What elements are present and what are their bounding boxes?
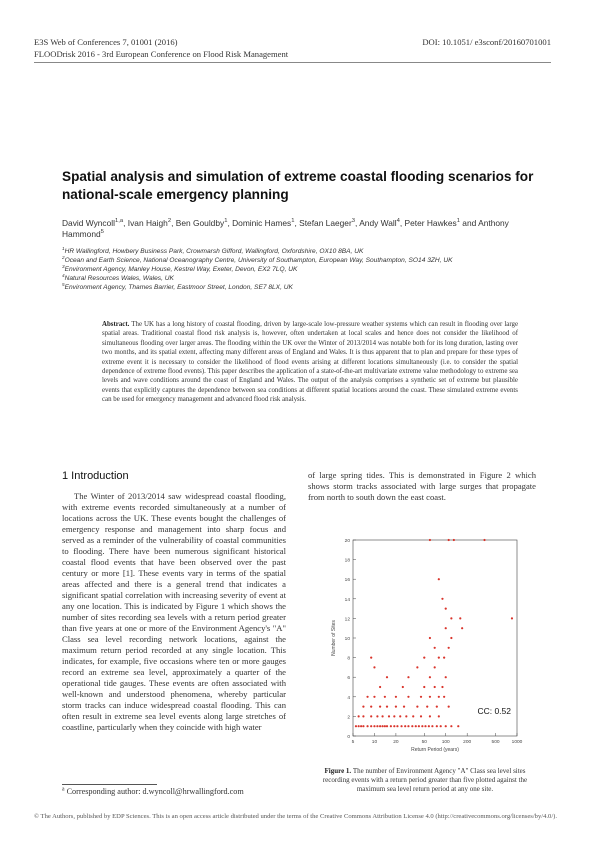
data-point <box>434 647 436 649</box>
x-tick-label: 10 <box>371 740 378 745</box>
data-point <box>373 666 375 668</box>
data-point <box>448 706 450 708</box>
data-point <box>411 725 413 727</box>
y-tick-label: 14 <box>344 597 350 603</box>
y-tick-label: 6 <box>347 676 350 682</box>
data-point <box>376 725 378 727</box>
affiliation: $^4$Natural Resources Wales, Wales, UK <box>62 272 174 282</box>
data-point <box>420 696 422 698</box>
data-point <box>448 539 450 541</box>
journal-citation: E3S Web of Conferences 7, 01001 (2016) <box>34 37 178 47</box>
data-point <box>429 676 431 678</box>
data-point <box>457 725 459 727</box>
y-tick-label: 18 <box>344 558 350 564</box>
data-point <box>440 725 442 727</box>
data-point <box>453 539 455 541</box>
data-point <box>429 637 431 639</box>
data-point <box>370 725 372 727</box>
correlation-annotation: CC: 0.52 <box>477 706 511 716</box>
footnote-marker: a <box>62 786 65 793</box>
data-point <box>388 715 390 717</box>
license-notice: © The Authors, published by EDP Sciences. This is an open access article distributed under the terms of the Creative Commons Attribution License 4.0 (http://creativecommons.org/licenses/by/4.0/). <box>34 813 558 820</box>
paper-title: Spatial analysis and simulation of extreme coastal flooding scenarios for national-scale emergency planning <box>62 169 534 202</box>
data-point <box>366 725 368 727</box>
abstract <box>102 320 518 405</box>
data-point <box>386 676 388 678</box>
intro-paragraph: The Winter of 2013/2014 saw widespread coastal flooding, with extreme events recorded simultaneously at a number of locations across the UK. These events bought the challenges of emergency response and management into sharp focus and served as a reminder of the vulnerability of coastal communities to flooding. There have been numerous significant historical coastal flood events that have been observed over the past century or more [1]. These events vary in terms of the spatial areas affected and there is a general trend that indicates a significant spatial correlation with increasing severity of event at any one location. This is indicated by Figure 1 which shows the number of sites recording sea levels with a return period greater than five years at one or more of the Environment Agency's "A" Class sea level recording network locations, against the maximum return period recorded at any single location. This indicates, for example, five occasions where ten or more gauges record an extreme sea level, approximately a quarter of the operational tide gauges. These events are often associated with well-known and understood phenomena, whereby particular storm tracks can induce widespread coastal flooding. This can often result in extreme sea level events along large stretches of coastline, particularly when they coincide with high water <box>62 491 286 732</box>
data-point <box>366 696 368 698</box>
data-point <box>438 578 440 580</box>
data-point <box>381 725 383 727</box>
data-point <box>438 657 440 659</box>
data-point <box>431 725 433 727</box>
x-tick-label: 500 <box>491 740 500 745</box>
data-point <box>429 715 431 717</box>
section-heading: 1 Introduction <box>62 470 129 482</box>
data-point <box>381 715 383 717</box>
y-tick-label: 12 <box>344 617 350 623</box>
data-point <box>461 627 463 629</box>
data-point <box>443 657 445 659</box>
data-point <box>416 706 418 708</box>
x-tick-label: 100 <box>441 740 450 745</box>
figure-caption <box>312 767 538 795</box>
data-point <box>362 725 364 727</box>
affiliations <box>62 245 562 293</box>
affiliation: $^1$HR Wallingford, Howbery Business Park, Crowmarsh Gifford, Wallingford, Oxfordshire, OX10 8BA, UK <box>62 245 364 255</box>
abstract-label: Abstract. <box>102 321 130 328</box>
data-point <box>379 686 381 688</box>
data-point <box>434 666 436 668</box>
data-point <box>441 686 443 688</box>
data-point <box>395 706 397 708</box>
data-point <box>404 725 406 727</box>
data-point <box>395 696 397 698</box>
data-point <box>376 715 378 717</box>
footnote-rule <box>62 784 157 785</box>
data-point <box>426 706 428 708</box>
data-point <box>373 696 375 698</box>
data-point <box>358 725 360 727</box>
running-header <box>34 37 288 60</box>
data-point <box>399 715 401 717</box>
data-point <box>428 725 430 727</box>
data-point <box>420 715 422 717</box>
x-axis-label: Return Period (years) <box>411 747 459 753</box>
y-tick-label: 8 <box>347 656 350 662</box>
footnote-text[interactable]: Corresponding author: d.wyncoll@hrwallingford.com <box>66 787 244 796</box>
author-list: David Wyncoll$^{1,a}$, Ivan Haigh$^2$, Ben Gouldby$^1$, Dominic Hames$^1$, Stefan Laeger$^3$, Andy Wall$^4$, Peter Hawkes$^1$ and Anthony Hammond$^5$ <box>62 218 509 240</box>
data-point <box>418 725 420 727</box>
conference-name: FLOODrisk 2016 - 3rd European Conference on Flood Risk Management <box>34 48 289 59</box>
data-point <box>445 676 447 678</box>
data-point <box>436 725 438 727</box>
abstract-text: The UK has a long history of coastal flooding, driven by large-scale low-pressure weather systems which can result in flooding over large spatial areas. Traditional coastal flood risk analysis is, however, often undertaken at local scales and hence does not consider the likelihood of simultaneous flooding over larger areas. The flooding within the UK over the Winter of 2013/2014 was notable both for its long duration, lasting over two months, and its spatial extent, affecting many different areas of England and Wales. It is thus apparent that to plan and prepare for these types of extreme event it is necessary to consider the likelihood of flood events arising at different locations simultaneously (i.e. to consider the spatial dependence of extreme flood events). This paper describes the application of a state-of-the-art multivariate extreme value methodology to extreme sea levels and wave conditions around the coast of England and Wales. The output of the analysis comprises a synthetic set of extreme but plausible events that explicitly captures the dependence between sea conditions at different spatial locations around the coast. These simulated extreme events can be used for emergency management and advanced flood risk analysis. <box>102 321 518 404</box>
data-point <box>402 686 404 688</box>
data-point <box>370 715 372 717</box>
affiliation: $^2$Ocean and Earth Science, National Oceanography Centre, University of Southampton, European Way, Southampton, SO14 3ZH, UK <box>62 254 453 264</box>
y-tick-label: 16 <box>344 578 350 584</box>
affiliation: $^3$Environment Agency, Manley House, Kestrel Way, Exeter, Devon, EX2 7LQ, UK <box>62 263 298 273</box>
data-point <box>407 696 409 698</box>
data-point <box>370 706 372 708</box>
y-tick-label: 4 <box>347 695 350 701</box>
data-point <box>362 715 364 717</box>
data-point <box>441 598 443 600</box>
doi[interactable]: DOI: 10.1051/ e3sconf/20160701001 <box>422 37 551 47</box>
data-point <box>393 715 395 717</box>
data-point <box>436 706 438 708</box>
data-point <box>483 539 485 541</box>
data-point <box>445 725 447 727</box>
figure-1-chart <box>325 528 531 760</box>
header-rule <box>34 62 551 63</box>
footnote <box>62 787 244 796</box>
data-point <box>407 676 409 678</box>
y-tick-label: 2 <box>347 715 350 721</box>
y-axis-label: Number of Sites <box>331 620 337 656</box>
data-point <box>448 647 450 649</box>
data-point <box>396 725 398 727</box>
data-point <box>400 725 402 727</box>
data-point <box>379 725 381 727</box>
affiliation: $^5$Environment Agency, Thames Barrier, Eastmoor Street, London, SE7 8LX, UK <box>62 281 293 291</box>
data-point <box>403 706 405 708</box>
data-point <box>416 666 418 668</box>
data-point <box>423 657 425 659</box>
y-tick-label: 0 <box>347 735 350 740</box>
y-tick-label: 20 <box>344 539 350 544</box>
data-point <box>360 725 362 727</box>
data-point <box>450 617 452 619</box>
data-point <box>511 617 513 619</box>
data-point <box>390 725 392 727</box>
data-point <box>459 617 461 619</box>
data-point <box>384 725 386 727</box>
data-point <box>415 725 417 727</box>
data-point <box>373 725 375 727</box>
data-point <box>450 637 452 639</box>
data-point <box>438 696 440 698</box>
data-point <box>424 725 426 727</box>
x-tick-label: 1000 <box>511 740 523 745</box>
data-point <box>445 608 447 610</box>
figure-label: Figure 1. <box>324 767 352 775</box>
data-point <box>386 706 388 708</box>
data-point <box>405 715 407 717</box>
x-tick-label: 5 <box>351 740 355 745</box>
data-point <box>450 725 452 727</box>
data-point <box>393 725 395 727</box>
data-point <box>445 627 447 629</box>
right-column-text: of large spring tides. This is demonstrated in Figure 2 which shows storm tracks associated with large surges that propagate from north to south down the east coast. <box>308 470 536 502</box>
data-point <box>370 657 372 659</box>
data-point <box>429 539 431 541</box>
x-tick-label: 50 <box>421 740 427 745</box>
x-tick-label: 20 <box>393 740 399 745</box>
data-point <box>384 696 386 698</box>
data-point <box>443 696 445 698</box>
data-point <box>379 706 381 708</box>
figure-caption-text: The number of Environment Agency "A" Class sea level sites recording events with a return period greater than five plotted against the maximum sea level return period at any one site. <box>322 767 528 794</box>
data-point <box>362 706 364 708</box>
y-tick-label: 10 <box>344 637 350 642</box>
data-point <box>407 725 409 727</box>
x-tick-label: 200 <box>463 740 472 745</box>
data-point <box>412 715 414 717</box>
data-point <box>358 715 360 717</box>
data-point <box>438 715 440 717</box>
data-point <box>434 686 436 688</box>
data-point <box>429 696 431 698</box>
left-column <box>62 491 286 733</box>
data-point <box>423 686 425 688</box>
data-point <box>386 725 388 727</box>
data-point <box>355 725 357 727</box>
data-point <box>421 725 423 727</box>
